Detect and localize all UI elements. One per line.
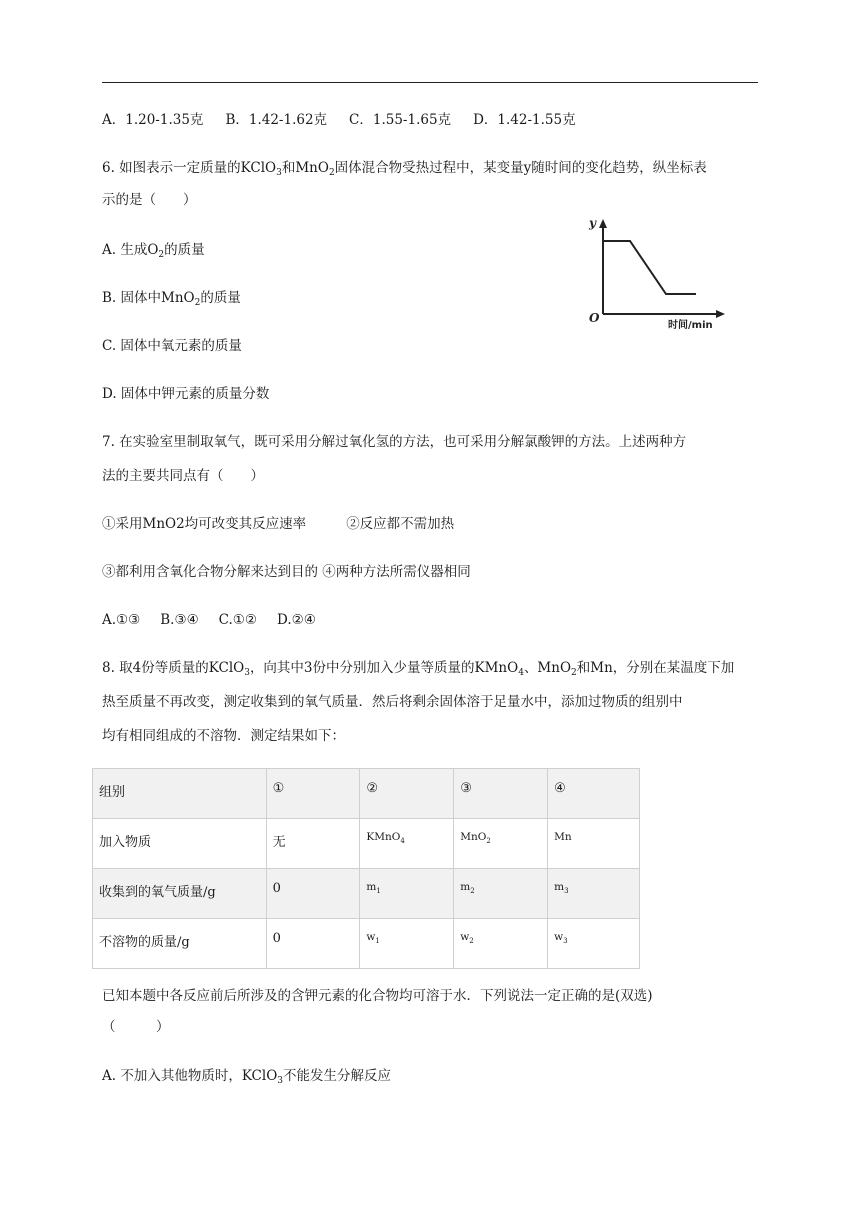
q8-after-table-line1: 已知本题中各反应前后所涉及的含钾元素的化合物均可溶于水．下列说法一定正确的是(双选): [102, 988, 653, 1004]
q7-option-b: B.③④: [160, 612, 199, 628]
table-cell: $w_2$: [454, 919, 548, 969]
table-header-cell: ①: [266, 769, 360, 819]
row-label: 加入物质: [93, 819, 267, 869]
q6-option-a: A. 生成$O_2$的质量: [102, 242, 205, 260]
table-cell: KMnO$_4$: [360, 819, 454, 869]
header-rule: [102, 82, 758, 83]
q5-option-b: B．1.42-1.62克: [225, 112, 328, 128]
q7-options: [102, 610, 336, 630]
q5-options: [102, 110, 576, 130]
q6-option-b: B. 固体中MnO$_2$的质量: [102, 290, 241, 308]
y-axis-arrow: [599, 219, 607, 228]
q6-option-c: C. 固体中氧元素的质量: [102, 338, 242, 354]
table-cell: 0: [266, 869, 360, 919]
q7-option-d: D.②④: [277, 612, 316, 628]
table-header-cell: 组别: [93, 769, 267, 819]
table-header-cell: ④: [548, 769, 640, 819]
q7-option-c: C.①②: [218, 612, 258, 628]
row-label: 不溶物的质量/g: [93, 919, 267, 969]
origin-label: O: [589, 311, 600, 325]
q7-stem-line1: 7. 在实验室里制取氧气，既可采用分解过氧化氢的方法，也可采用分解氯酸钾的方法。上述两种方: [102, 434, 687, 450]
x-axis-arrow: [716, 310, 725, 318]
q6-graph: [580, 210, 730, 335]
table-header-row: [93, 769, 640, 819]
q7-option-a: A.①③: [102, 612, 141, 628]
table-cell: 无: [266, 819, 360, 869]
results-table: [92, 768, 640, 969]
table-cell: $m_2$: [454, 869, 548, 919]
x-axis-label: 时间/min: [668, 320, 713, 331]
table-cell: $w_1$: [360, 919, 454, 969]
table-cell: MnO$_2$: [454, 819, 548, 869]
table-header-cell: ②: [360, 769, 454, 819]
q7-stem-line2: 法的主要共同点有（ ）: [102, 468, 264, 484]
q8-stem-line3: 均有相同组成的不溶物．测定结果如下：: [102, 728, 345, 744]
q7-statements-3-4: ③都利用含氧化合物分解来达到目的 ④两种方法所需仪器相同: [102, 564, 471, 580]
q6-stem-line2: 示的是（ ）: [102, 192, 197, 208]
q8-option-a: A. 不加入其他物质时，KClO$_3$不能发生分解反应: [102, 1068, 392, 1086]
q8-stem-line2: 热至质量不再改变，测定收集到的氧气质量．然后将剩余固体溶于足量水中，添加过物质的组别中: [102, 694, 683, 710]
row-label: 收集到的氧气质量/g: [93, 869, 267, 919]
table-cell: 0: [266, 919, 360, 969]
q6-stem-line1: 6. 如图表示一定质量的KClO$_3$和MnO$_2$固体混合物受热过程中，某变量y随时间的变化趋势，纵坐标表: [102, 160, 707, 178]
table-cell: $w_3$: [548, 919, 640, 969]
q5-option-d: D．1.42-1.55克: [473, 112, 576, 128]
trend-line: [603, 241, 696, 294]
table-row: [93, 869, 640, 919]
y-axis-label: y: [589, 216, 596, 230]
table-cell: $m_1$: [360, 869, 454, 919]
table-header-cell: ③: [454, 769, 548, 819]
table-cell: Mn: [548, 819, 640, 869]
q8-after-table-line2: （ ）: [102, 1019, 170, 1035]
q6-option-d: D. 固体中钾元素的质量分数: [102, 386, 270, 402]
table-row: [93, 819, 640, 869]
table-row: [93, 919, 640, 969]
table-cell: $m_3$: [548, 869, 640, 919]
q5-option-c: C．1.55-1.65克: [349, 112, 452, 128]
q7-statements-1-2: ①采用MnO2均可改变其反应速率 ②反应都不需加热: [102, 516, 455, 532]
q8-stem-line1: 8. 取4份等质量的KClO$_3$，向其中3份中分别加入少量等质量的KMnO$_4$、MnO$_2$和Mn，分别在某温度下加: [102, 660, 735, 678]
q5-option-a: A．1.20-1.35克: [102, 112, 204, 128]
